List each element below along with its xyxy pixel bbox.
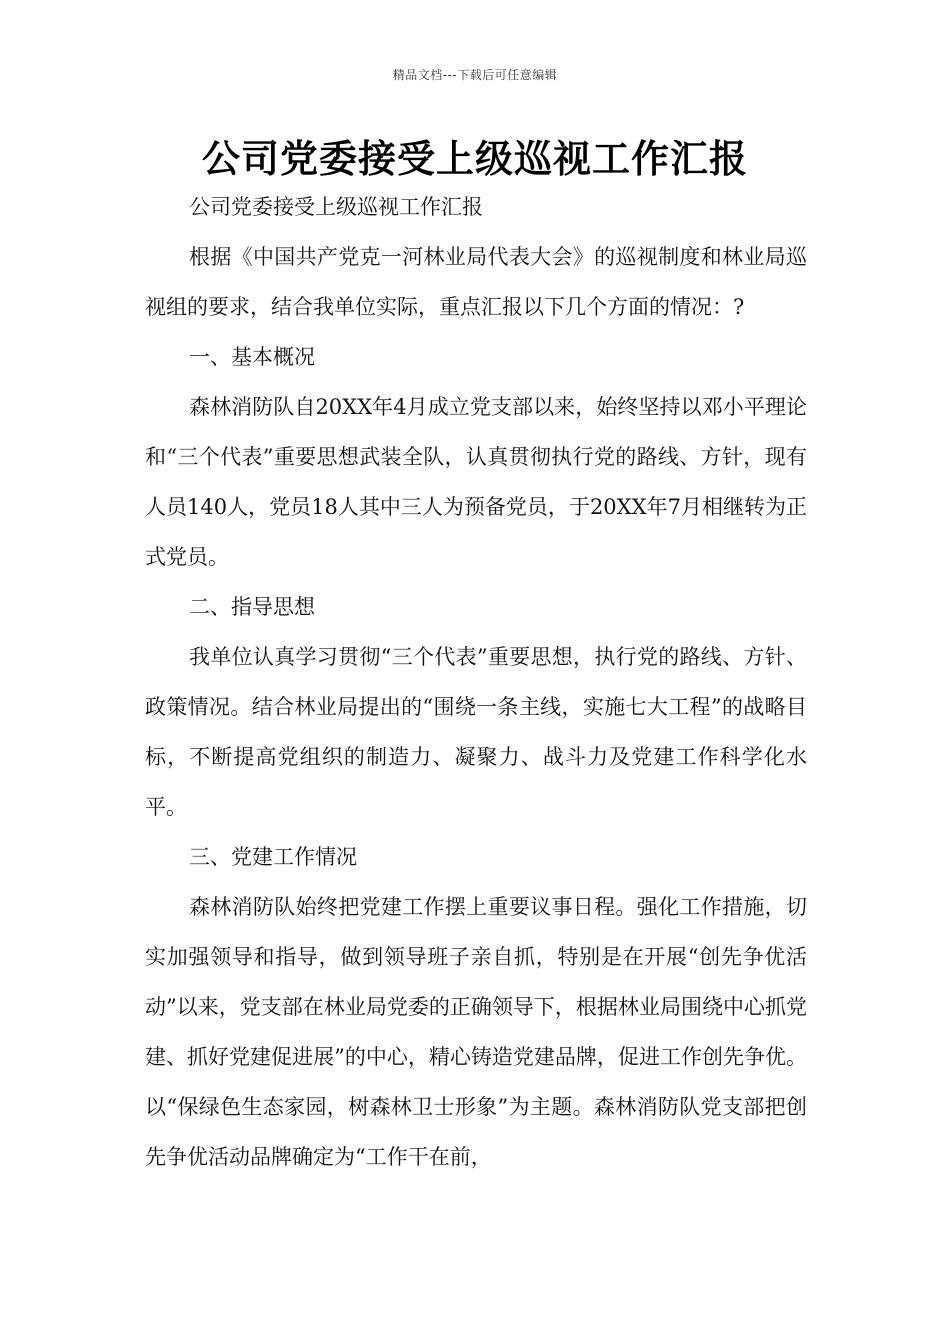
- document-body: [145, 182, 807, 1182]
- section-heading-guiding-ideology: 二、指导思想: [189, 595, 315, 619]
- section-heading-basic-overview: 一、基本概况: [189, 345, 315, 369]
- basic-overview-paragraph: 森林消防队自20XX年4月成立党支部以来，始终坚持以邓小平理论和“三个代表”重要思想武装全队，认真贯彻执行党的路线、方针，现有人员140人，党员18人其中三人为预备党员，于20XX年7月相继转为正式党员。: [145, 395, 807, 569]
- section-heading-party-building: 三、党建工作情况: [189, 845, 357, 869]
- header-note: 精品文档---下载后可任意编辑: [392, 68, 558, 82]
- guiding-ideology-paragraph: 我单位认真学习贯彻“三个代表”重要思想，执行党的路线、方针、政策情况。结合林业局提出的“围绕一条主线，实施七大工程”的战略目标，不断提高党组织的制造力、凝聚力、战斗力及党建工作科学化水平。: [145, 645, 807, 819]
- party-building-paragraph: 森林消防队始终把党建工作摆上重要议事日程。强化工作措施，切实加强领导和指导，做到领导班子亲自抓，特别是在开展“创先争优活动”以来，党支部在林业局党委的正确领导下，根据林业局围绕中心抓党建、抓好党建促进展”的中心，精心铸造党建品牌，促进工作创先争优。以“保绿色生态家园，树森林卫士形象”为主题。森林消防队党支部把创先争优活动品牌确定为“工作干在前，: [145, 895, 807, 1169]
- intro-paragraph: 根据《中国共产党克一河林业局代表大会》的巡视制度和林业局巡视组的要求，结合我单位实际，重点汇报以下几个方面的情况：?: [145, 245, 807, 319]
- subtitle-paragraph: 公司党委接受上级巡视工作汇报: [189, 195, 483, 219]
- document-title: 公司党委接受上级巡视工作汇报: [201, 137, 748, 181]
